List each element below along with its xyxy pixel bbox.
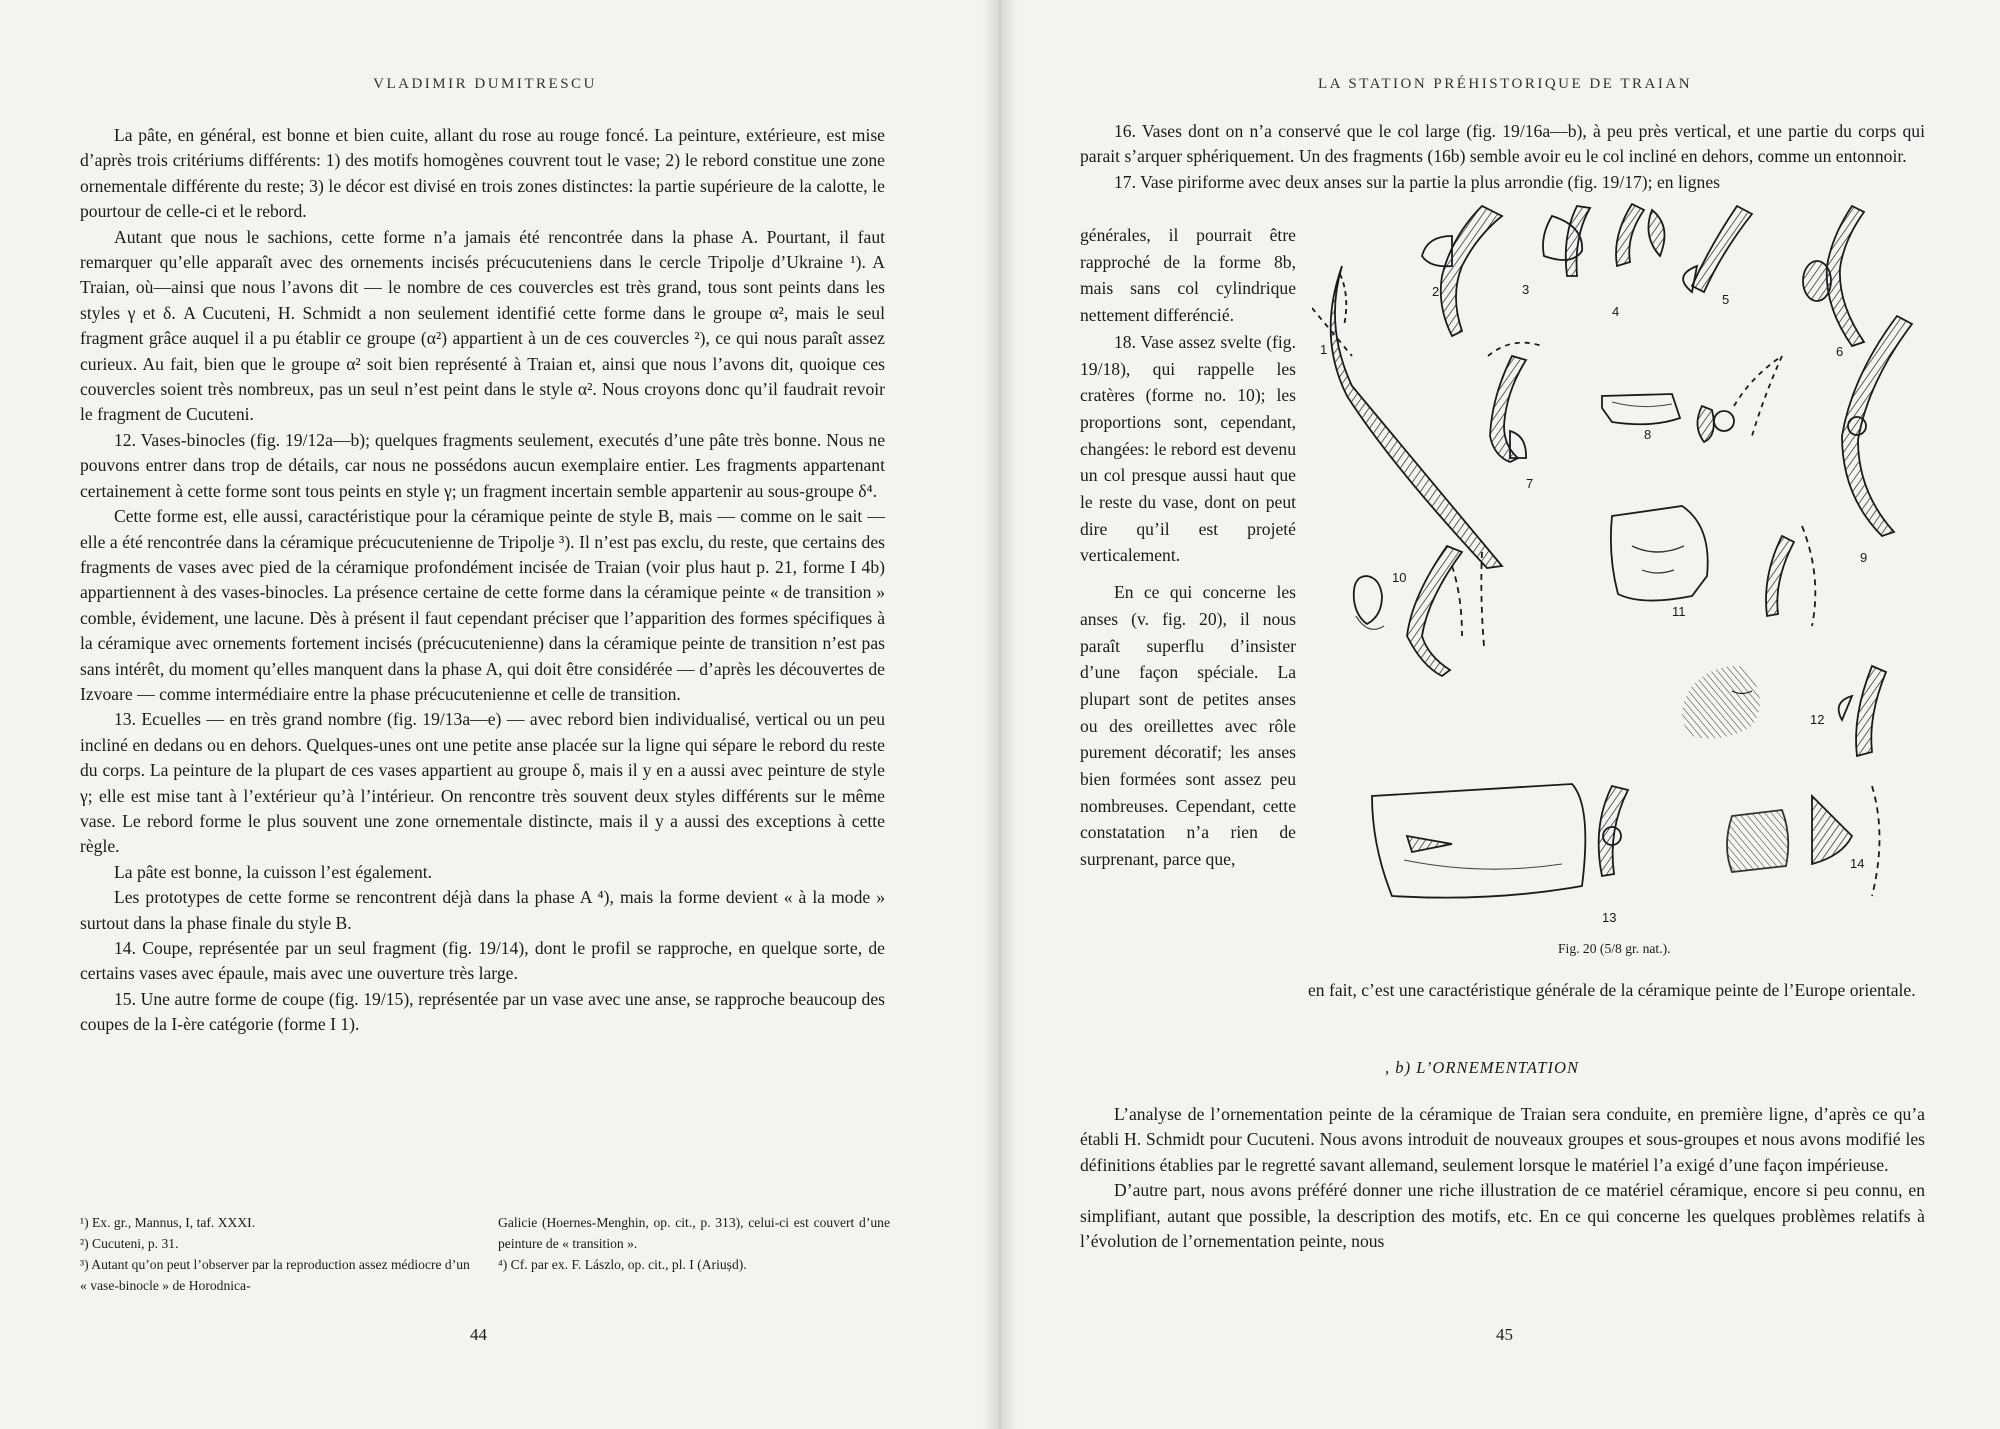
page-number-right: 45: [1496, 1325, 1513, 1344]
paragraph: La pâte, en général, est bonne et bien cuite, allant du rose au rouge foncé. La peinture, extérieure, est mise d’après trois critériums différents: 1) des motifs homogènes couvrent tout le vase; 2) le rebord constitue une zone ornementale différente du reste; 3) le décor est divisé en trois zones distinctes: la partie supérieure de la calotte, le pourtour de celle-ci et le rebord.: [80, 125, 885, 222]
paragraph: 14. Coupe, représentée par un seul fragment (fig. 19/14), dont le profil se rapproche, en quelque sorte, de certains vases avec épaule, mais avec une ouverture très large.: [80, 938, 885, 984]
figure-number: 10: [1392, 570, 1407, 585]
page-number-left: 44: [470, 1325, 487, 1344]
running-head-right: LA STATION PRÉHISTORIQUE DE TRAIAN: [1317, 76, 1693, 92]
footnote: Galicie (Hoernes-Menghin, op. cit., p. 313), celui-ci est couvert d’une peinture de « transition ».: [498, 1215, 890, 1251]
paragraph: Autant que nous le sachions, cette forme n’a jamais été rencontrée dans la phase A. Pourtant, il faut remarquer qu’elle apparaît avec des ornements incisés précucuteniens dans le cercle Tripolje d’Ukraine ¹). A Traian, où—ainsi que nous l’avons dit — le nombre de ces couvercles est très grand, tous sont peints dans les styles γ et δ. A Cucuteni, H. Schmidt a non seulement identifié cette forme dans le groupe α², mais le seul fragment grâce auquel il a pu établir ce groupe (α²) appartient à un de ces couvercles ²), ce qui nous paraît assez curieux. Au fait, bien que le groupe α² soit bien représenté à Traian et, ainsi que nous l’avons dit, quoique ces couvercles soient très nombreux, pas un seul n’est peint dans le style α². Nous croyons donc qu’il faudrait revoir le fragment de Cucuteni.: [80, 226, 885, 425]
figure-number: 1: [1320, 342, 1328, 357]
paragraph: 12. Vases-binocles (fig. 19/12a—b); quelques fragments seulement, executés d’une pâte très bonne. Nous ne pouvons entrer dans trop de détails, car nous ne possédons aucun exemplaire entier. Les fragments appartenant certainement à cette forme sont tous peints en style γ; un fragment incertain semble appartenir au sous-groupe δ⁴.: [80, 429, 885, 501]
right-page: [1010, 0, 2000, 1429]
figure-number: 2: [1432, 284, 1440, 299]
paragraph: 13. Ecuelles — en très grand nombre (fig. 19/13a—e) — avec rebord bien individualisé, vertical ou un peu incliné en dedans ou en dehors. Quelques-unes ont une petite anse placée sur la ligne qui sépare le rebord du reste du corps. La peinture de la plupart de ces vases appartient au groupe δ, mais il y en a aussi avec peinture de style γ; elle est mise tant à l’extérieur qu’à l’intérieur. On rencontre très souvent deux styles différents sur le même vase. Le rebord forme le plus souvent une zone ornementale distincte, mais il y a aussi des exceptions à cette règle.: [80, 709, 885, 857]
left-body-text: [80, 123, 885, 1038]
footnote: ⁴) Cf. par ex. F. Lászlo, op. cit., pl. I (Ariușd).: [498, 1257, 747, 1272]
figure-number: 5: [1722, 292, 1730, 307]
footnote-column-2: [498, 1212, 890, 1275]
right-top-text: [1080, 119, 1925, 195]
paragraph: Les prototypes de cette forme se rencontrent déjà dans la phase A ⁴), mais la forme devient « à la mode » surtout dans la phase finale du style B.: [80, 887, 885, 933]
figure-number: 11: [1672, 604, 1686, 619]
pottery-handles-figure: [1312, 196, 1930, 964]
paragraph: générales, il pourrait être rapproché de la forme 8b, mais sans col cylindrique nettement differéncié.: [1080, 225, 1296, 326]
paragraph: en fait, c’est une caractéristique générale de la céramique peinte de l’Europe orientale.: [1308, 980, 1916, 1000]
paragraph: 16. Vases dont on n’a conservé que le col large (fig. 19/16a—b), à peu près vertical, et une partie du corps qui parait s’arquer sphériquement. Un des fragments (16b) semble avoir eu le col incliné en dehors, comme un entonnoir.: [1080, 121, 1925, 167]
footnote: ²) Cucuteni, p. 31.: [80, 1236, 179, 1251]
figure-number: 13: [1602, 910, 1617, 925]
paragraph: L’analyse de l’ornementation peinte de la céramique de Traian sera conduite, en première ligne, d’après ce qu’a établi H. Schmidt pour Cucuteni. Nous avons introduit de nouveaux groupes et sous-groupes et nous avons modifié les définitions établies par le regretté savant allemand, seulement lorsque le matériel l’a exigé d’une façon impérieuse.: [1080, 1104, 1925, 1175]
paragraph: 15. Une autre forme de coupe (fig. 19/15), représentée par un vase avec une anse, se rapproche beaucoup des coupes de la I-ère catégorie (forme I 1).: [80, 988, 885, 1035]
figure-number: 7: [1526, 476, 1534, 491]
figure-number: 9: [1860, 550, 1868, 565]
running-head-left: VLADIMIR DUMITRESCU: [373, 76, 597, 92]
figure-caption: Fig. 20 (5/8 gr. nat.).: [1558, 941, 1671, 956]
paragraph: 17. Vase piriforme avec deux anses sur la partie la plus arrondie (fig. 19/17); en lignes: [1114, 171, 1720, 192]
left-page: [0, 0, 990, 1429]
footnote-column-1: [80, 1212, 470, 1296]
figure-number: 8: [1644, 427, 1652, 442]
figure-number: 6: [1836, 344, 1844, 359]
paragraph: Cette forme est, elle aussi, caractéristique pour la céramique peinte de style B, mais — comme on le sait — elle a été rencontrée dans la céramique précucutenienne de Tripolje ³). Il n’est pas exclu, du reste, que certains des fragments de vases avec pied de la céramique profondément incisée de Traian (voir plus haut p. 21, forme I 4b) appartiennent à des vases-binocles. La présence certaine de cette forme dans la céramique peinte « de transition » comble, évidement, une lacune. Dès à présent il faut cependant préciser que l’apparition des formes spécifiques à la céramique avec ornements fortement incisés (précucutenienne) dans la céramique peinte de transition n’est pas sans intérêt, du moment qu’elles manquent dans la phase A, qui doit être considérée — d’après les découvertes de Izvoare — comme intermédiaire entre la phase précucutenienne et celle de transition.: [80, 506, 885, 704]
figure-number: 3: [1522, 282, 1530, 297]
paragraph: La pâte est bonne, la cuisson l’est également.: [114, 861, 433, 882]
paragraph: 18. Vase assez svelte (fig. 19/18), qui rappelle les cratères (forme no. 10); les proportions sont, cependant, changées: le rebord est devenu un col presque aussi haut que le reste du vase, dont on peut dire qu’il est projeté verticalement.: [1080, 331, 1296, 566]
paragraph: D’autre part, nous avons préféré donner une riche illustration de ce matériel céramique, encore si peu connu, en simplifiant, autant que possible, la description des motifs, etc. En ce qui concerne les quelques problèmes relatifs à l’évolution de l’ornementation peinte, nous: [1080, 1180, 1925, 1252]
right-bottom-text: [1080, 1102, 1925, 1254]
footnote: ¹) Ex. gr., Mannus, I, taf. XXXI.: [80, 1215, 256, 1230]
figure-number: 14: [1850, 856, 1865, 871]
narrow-column-continuation: [1080, 978, 1925, 1003]
narrow-column-text: [1080, 222, 1296, 873]
figure-number: 12: [1810, 712, 1825, 727]
paragraph: En ce qui concerne les anses (v. fig. 20), il nous paraît superflu d’insister d’une façon spéciale. La plupart sont de petites anses ou des oreillettes avec rôle purement décoratif; les anses bien formées sont assez peu nombreuses. Cependant, cette constatation n’a rien de surprenant, parce que,: [1080, 582, 1296, 870]
footnote: ³) Autant qu’on peut l’observer par la reproduction assez médiocre d’un « vase-binocle » de Horodnica-: [80, 1257, 470, 1293]
section-heading: , b) L’ORNEMENTATION: [1385, 1058, 1580, 1077]
figure-number: 4: [1612, 304, 1620, 319]
